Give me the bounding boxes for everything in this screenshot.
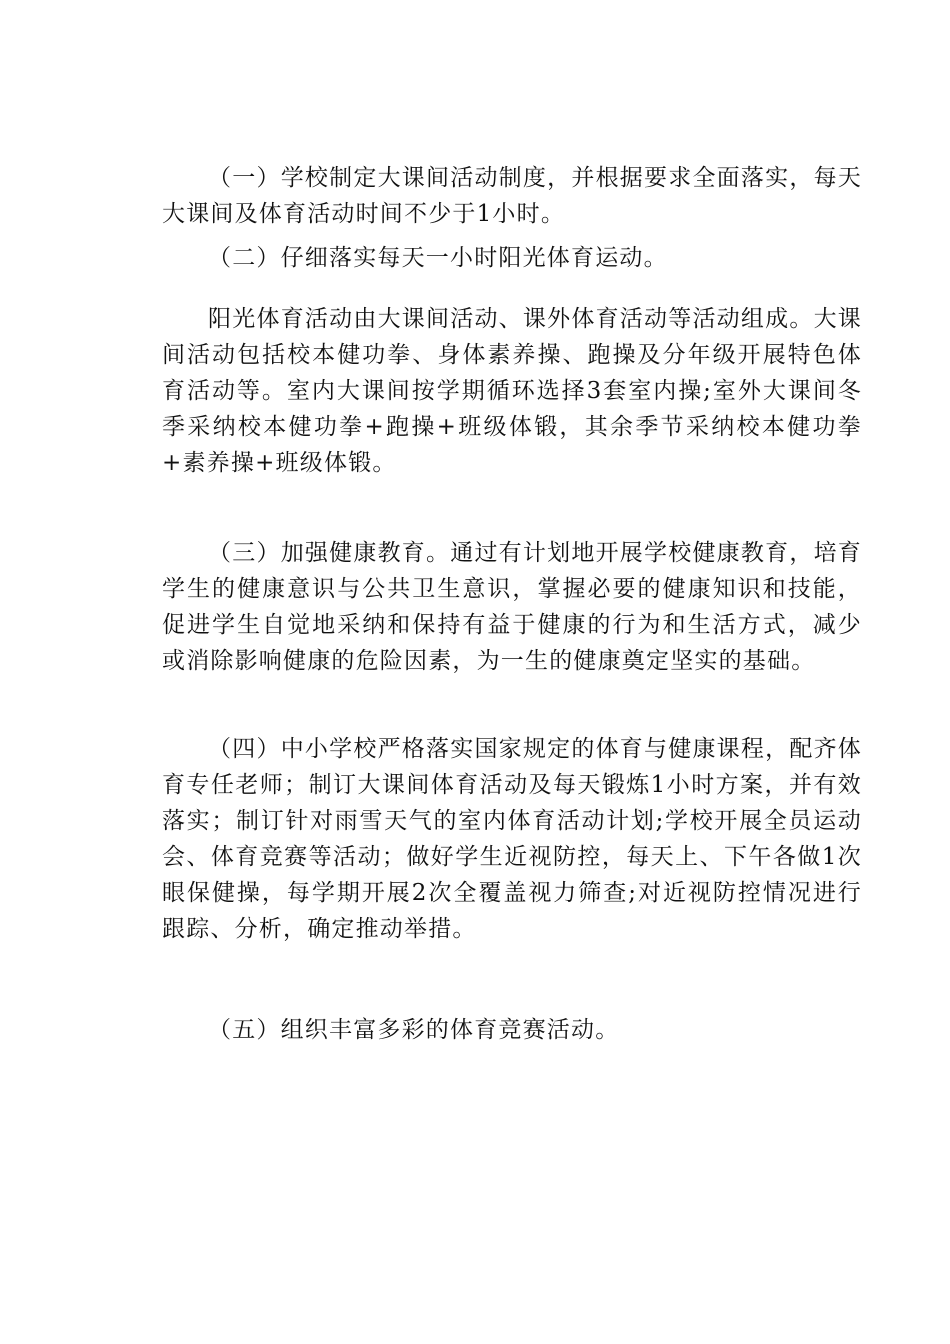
paragraph-3-text: 阳光体育活动由大课间活动、课外体育活动等活动组成。大课间活动包括校本健功拳、身体素养操、跑操及分年级开展特色体育活动等。室内大课间按学期循环选择3套室内操;室外大课间冬季采纳校本健功拳+跑操+班级体锻，其余季节采纳校本健功拳+素养操+班级体锻。 — [162, 306, 862, 476]
paragraph-1-text: （一）学校制定大课间活动制度，并根据要求全面落实，每天大课间及体育活动时间不少于1小时。 — [162, 165, 862, 227]
paragraph-2 — [162, 240, 862, 276]
paragraph-1 — [162, 160, 862, 232]
paragraph-5 — [162, 731, 862, 947]
paragraph-4-text: （三）加强健康教育。通过有计划地开展学校健康教育，培育学生的健康意识与公共卫生意识，掌握必要的健康知识和技能，促进学生自觉地采纳和保持有益于健康的行为和生活方式，减少或消除影响健康的危险因素，为一生的健康奠定坚实的基础。 — [162, 540, 862, 674]
paragraph-6 — [162, 1012, 862, 1048]
paragraph-3 — [162, 301, 862, 481]
paragraph-2-text: （二）仔细落实每天一小时阳光体育运动。 — [208, 245, 668, 271]
paragraph-5-text: （四）中小学校严格落实国家规定的体育与健康课程，配齐体育专任老师；制订大课间体育活动及每天锻炼1小时方案，并有效落实；制订针对雨雪天气的室内体育活动计划;学校开展全员运动会、体育竞赛等活动；做好学生近视防控，每天上、下午各做1次眼保健操，每学期开展2次全覆盖视力筛查;对近视防控情况进行跟踪、分析，确定推动举措。 — [162, 736, 862, 942]
paragraph-6-text: （五）组织丰富多彩的体育竞赛活动。 — [208, 1017, 620, 1043]
paragraph-4 — [162, 535, 862, 679]
